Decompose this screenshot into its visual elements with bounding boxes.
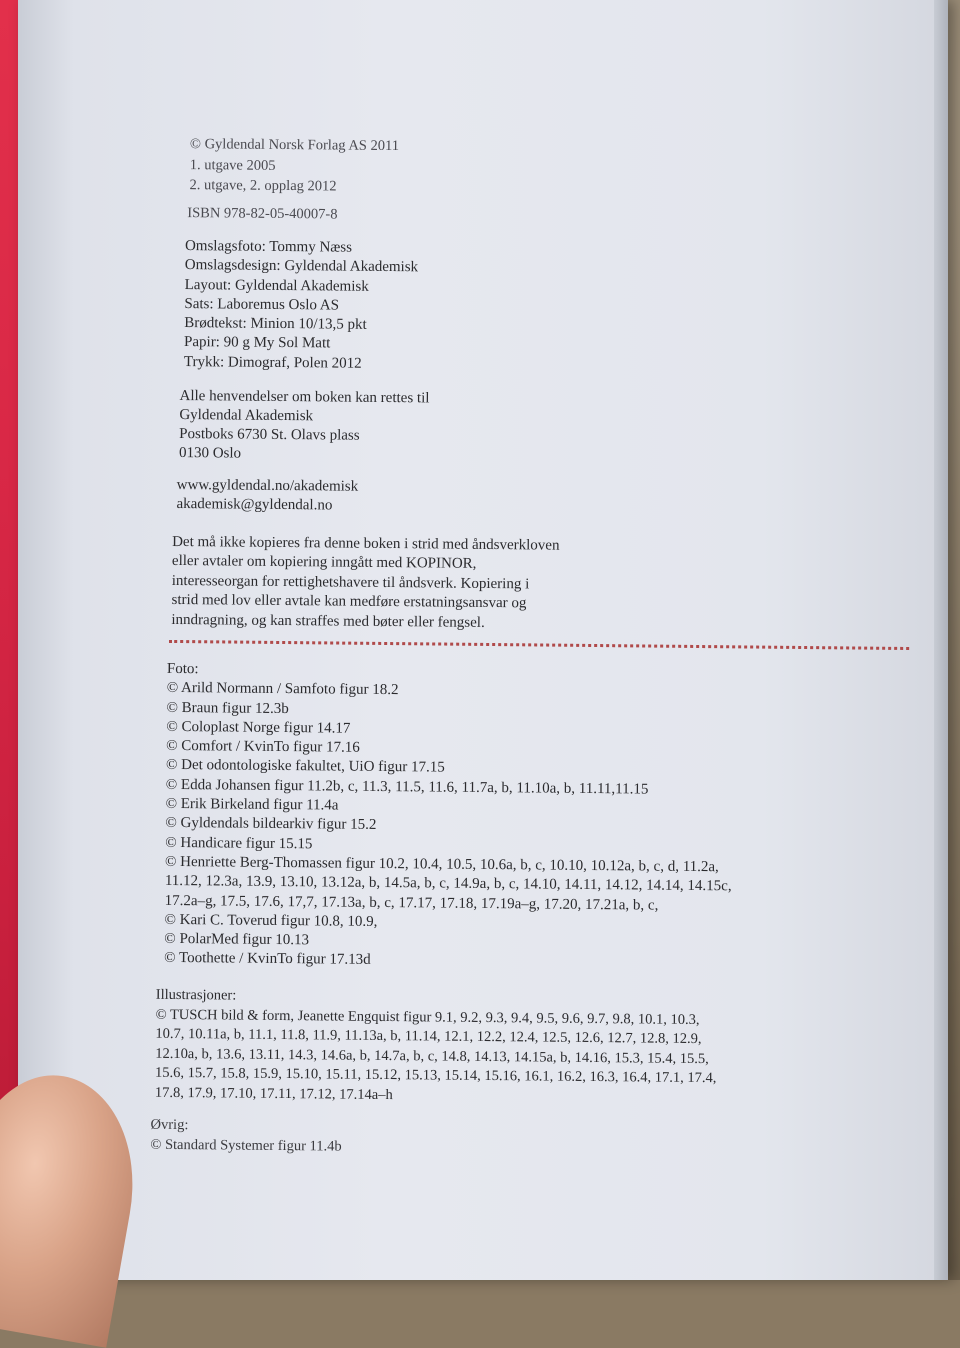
photo-credit-line: © Arild Normann / Samfoto figur 18.2	[166, 680, 399, 699]
photo-credit-line: © Kari C. Toverud figur 10.8, 10.9,	[164, 911, 378, 930]
copyright-block	[189, 134, 399, 198]
website-url: www.gyldendal.no/akademisk	[176, 476, 359, 495]
publisher-address	[179, 387, 430, 465]
credit-line: Brødtekst: Minion 10/13,5 pkt	[184, 315, 367, 333]
photo-credit-line: © Braun figur 12.3b	[166, 699, 289, 717]
credit-line: Omslagsdesign: Gyldendal Akademisk	[184, 257, 419, 276]
production-credits	[184, 237, 419, 374]
edition-line: 1. utgave 2005	[189, 156, 276, 174]
photo-credit-line: © Toothette / KvinTo figur 17.13d	[164, 950, 371, 969]
credit-line: Omslagsfoto: Tommy Næss	[184, 238, 353, 256]
section-heading: Illustrasjoner:	[155, 986, 237, 1004]
photo-credit-line: 17.2a–g, 17.5, 17.6, 17,7, 17.13a, b, c, 17.17, 17.18, 17.19a–g, 17.20, 17.21a, b, c,	[164, 892, 659, 914]
edition-line: 2. utgave, 2. opplag 2012	[189, 177, 337, 195]
photo-credit-line: © Comfort / KvinTo figur 17.16	[166, 738, 360, 756]
address-line: 0130 Oslo	[178, 445, 242, 462]
section-heading: Øvrig:	[150, 1116, 189, 1134]
illustration-credit-line: 10.7, 10.11a, b, 11.1, 11.8, 11.9, 11.13a, b, 11.14, 12.1, 12.2, 12.4, 12.5, 12.6, 12.7, 12.8, 12.9,	[155, 1025, 702, 1048]
credit-line: Trykk: Dimograf, Polen 2012	[183, 353, 362, 372]
notice-line: strid med lov eller avtale kan medføre erstatningsansvar og	[171, 592, 527, 612]
contact-email: akademisk@gyldendal.no	[176, 495, 333, 514]
photo-credits	[164, 660, 734, 974]
other-credit-line: © Standard Systemer figur 11.4b	[150, 1136, 342, 1155]
credit-line: Papir: 90 g My Sol Matt	[183, 334, 331, 352]
address-line: Gyldendal Akademisk	[179, 407, 314, 425]
photo-credit-line: © Det odontologiske fakultet, UiO figur 17.15	[165, 757, 445, 777]
credit-line: Layout: Gyldendal Akademisk	[184, 276, 369, 295]
notice-line: interesseorgan for rettighetshavere til åndsverk. Kopiering i	[171, 572, 530, 593]
photo-credit-line: © Coloplast Norge figur 14.17	[166, 718, 351, 737]
photo-credit-line: © Handicare figur 15.15	[165, 834, 313, 852]
notice-line: inndragning, og kan straffes med bøter eller fengsel.	[171, 611, 485, 631]
photo-credit-line: 11.12, 12.3a, 13.9, 13.10, 13.12a, b, 14.5a, b, c, 14.9a, b, c, 14.10, 14.11, 14.12, 14.14, 14.15c,	[164, 873, 732, 895]
notice-line: Det må ikke kopieres fra denne boken i strid med åndsverkloven	[172, 533, 560, 554]
illustration-credit-line: 15.6, 15.7, 15.8, 15.9, 15.10, 15.11, 15.12, 15.13, 15.14, 15.16, 16.1, 16.2, 16.3, 16.4, 17.1, 17.4,	[154, 1064, 717, 1087]
credit-line: Sats: Laboremus Oslo AS	[184, 295, 340, 314]
isbn: ISBN 978-82-05-40007-8	[187, 205, 338, 223]
photo-credit-line: © PolarMed figur 10.13	[164, 931, 310, 949]
other-credits	[150, 1116, 342, 1157]
copyright-notice	[171, 533, 559, 634]
dotted-divider	[169, 640, 909, 650]
contact-block	[176, 476, 358, 516]
photo-credit-line: © Erik Birkeland figur 11.4a	[165, 795, 339, 814]
illustration-credit-line: 12.10a, b, 13.6, 13.11, 14.3, 14.6a, b, 14.7a, b, c, 14.8, 14.13, 14.15a, b, 14.16, 15.3, 15.4, 15.5,	[155, 1045, 709, 1067]
photo-credit-line: © Henriette Berg-Thomassen figur 10.2, 10.4, 10.5, 10.6a, b, c, 10.10, 10.12a, b, c, d, 11.2a,	[164, 853, 719, 876]
copyright-line: © Gyldendal Norsk Forlag AS 2011	[189, 136, 400, 155]
address-line: Alle henvendelser om boken kan rettes til	[179, 388, 430, 407]
photo-credit-line: © Gyldendals bildearkiv figur 15.2	[165, 815, 377, 834]
illustration-credits	[155, 986, 717, 1108]
address-line: Postboks 6730 St. Olavs plass	[179, 426, 360, 444]
notice-line: eller avtaler om kopiering inngått med KOPINOR,	[171, 553, 477, 573]
illustration-credit-line: © TUSCH bild & form, Jeanette Engquist figur 9.1, 9.2, 9.3, 9.4, 9.5, 9.6, 9.7, 9.8, 10.1, 10.3,	[155, 1006, 700, 1028]
section-heading: Foto:	[166, 660, 199, 678]
photo-credit-line: © Edda Johansen figur 11.2b, c, 11.3, 11.5, 11.6, 11.7a, b, 11.10a, b, 11.11,11.15	[165, 776, 649, 798]
illustration-credit-line: 17.8, 17.9, 17.10, 17.11, 17.12, 17.14a–h	[154, 1084, 393, 1103]
